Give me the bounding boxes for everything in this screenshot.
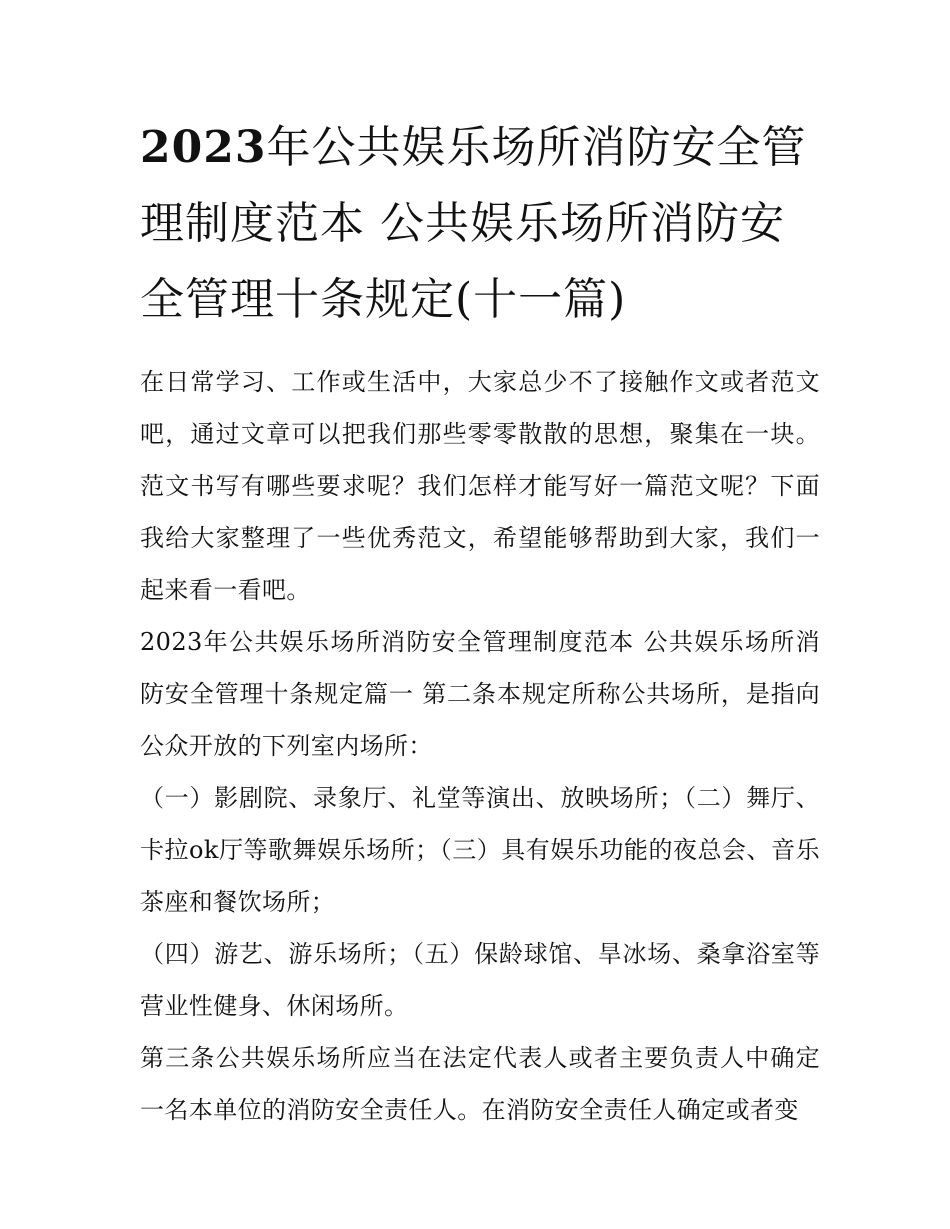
title-text: 年公共娱乐场所消防安全管理制度范本 公共娱乐场所消防安全管理十条规定(十一篇) — [140, 122, 807, 325]
paragraph-article-2: 2023年公共娱乐场所消防安全管理制度范本 公共娱乐场所消防安全管理十条规定篇一 第二条本规定所称公共场所，是指向公众开放的下列室内场所： — [140, 628, 820, 760]
paragraph-intro: 在日常学习、工作或生活中，大家总少不了接触作文或者范文吧，通过文章可以把我们那些零零散散的思想，聚集在一块。范文书写有哪些要求呢？我们怎样才能写好一篇范文呢？下面我给大家整理了一些优秀范文，希望能够帮助到大家，我们一起来看一看吧。 — [140, 368, 820, 604]
paragraph-article-3: 第三条公共娱乐场所应当在法定代表人或者主要负责人中确定一名本单位的消防安全责任人。在消防安全责任人确定或者变 — [140, 1044, 820, 1124]
document-title — [140, 110, 820, 338]
paragraph-list-1: （一）影剧院、录象厅、礼堂等演出、放映场所；（二）舞厅、卡拉ok厅等歌舞娱乐场所；（三）具有娱乐功能的夜总会、音乐茶座和餐饮场所； — [140, 784, 820, 916]
paragraph-list-2: （四）游艺、游乐场所；（五）保龄球馆、旱冰场、桑拿浴室等营业性健身、休闲场所。 — [140, 940, 820, 1020]
document-body — [140, 356, 820, 1136]
title-year: 2023 — [140, 122, 267, 173]
document-page — [140, 110, 820, 1136]
